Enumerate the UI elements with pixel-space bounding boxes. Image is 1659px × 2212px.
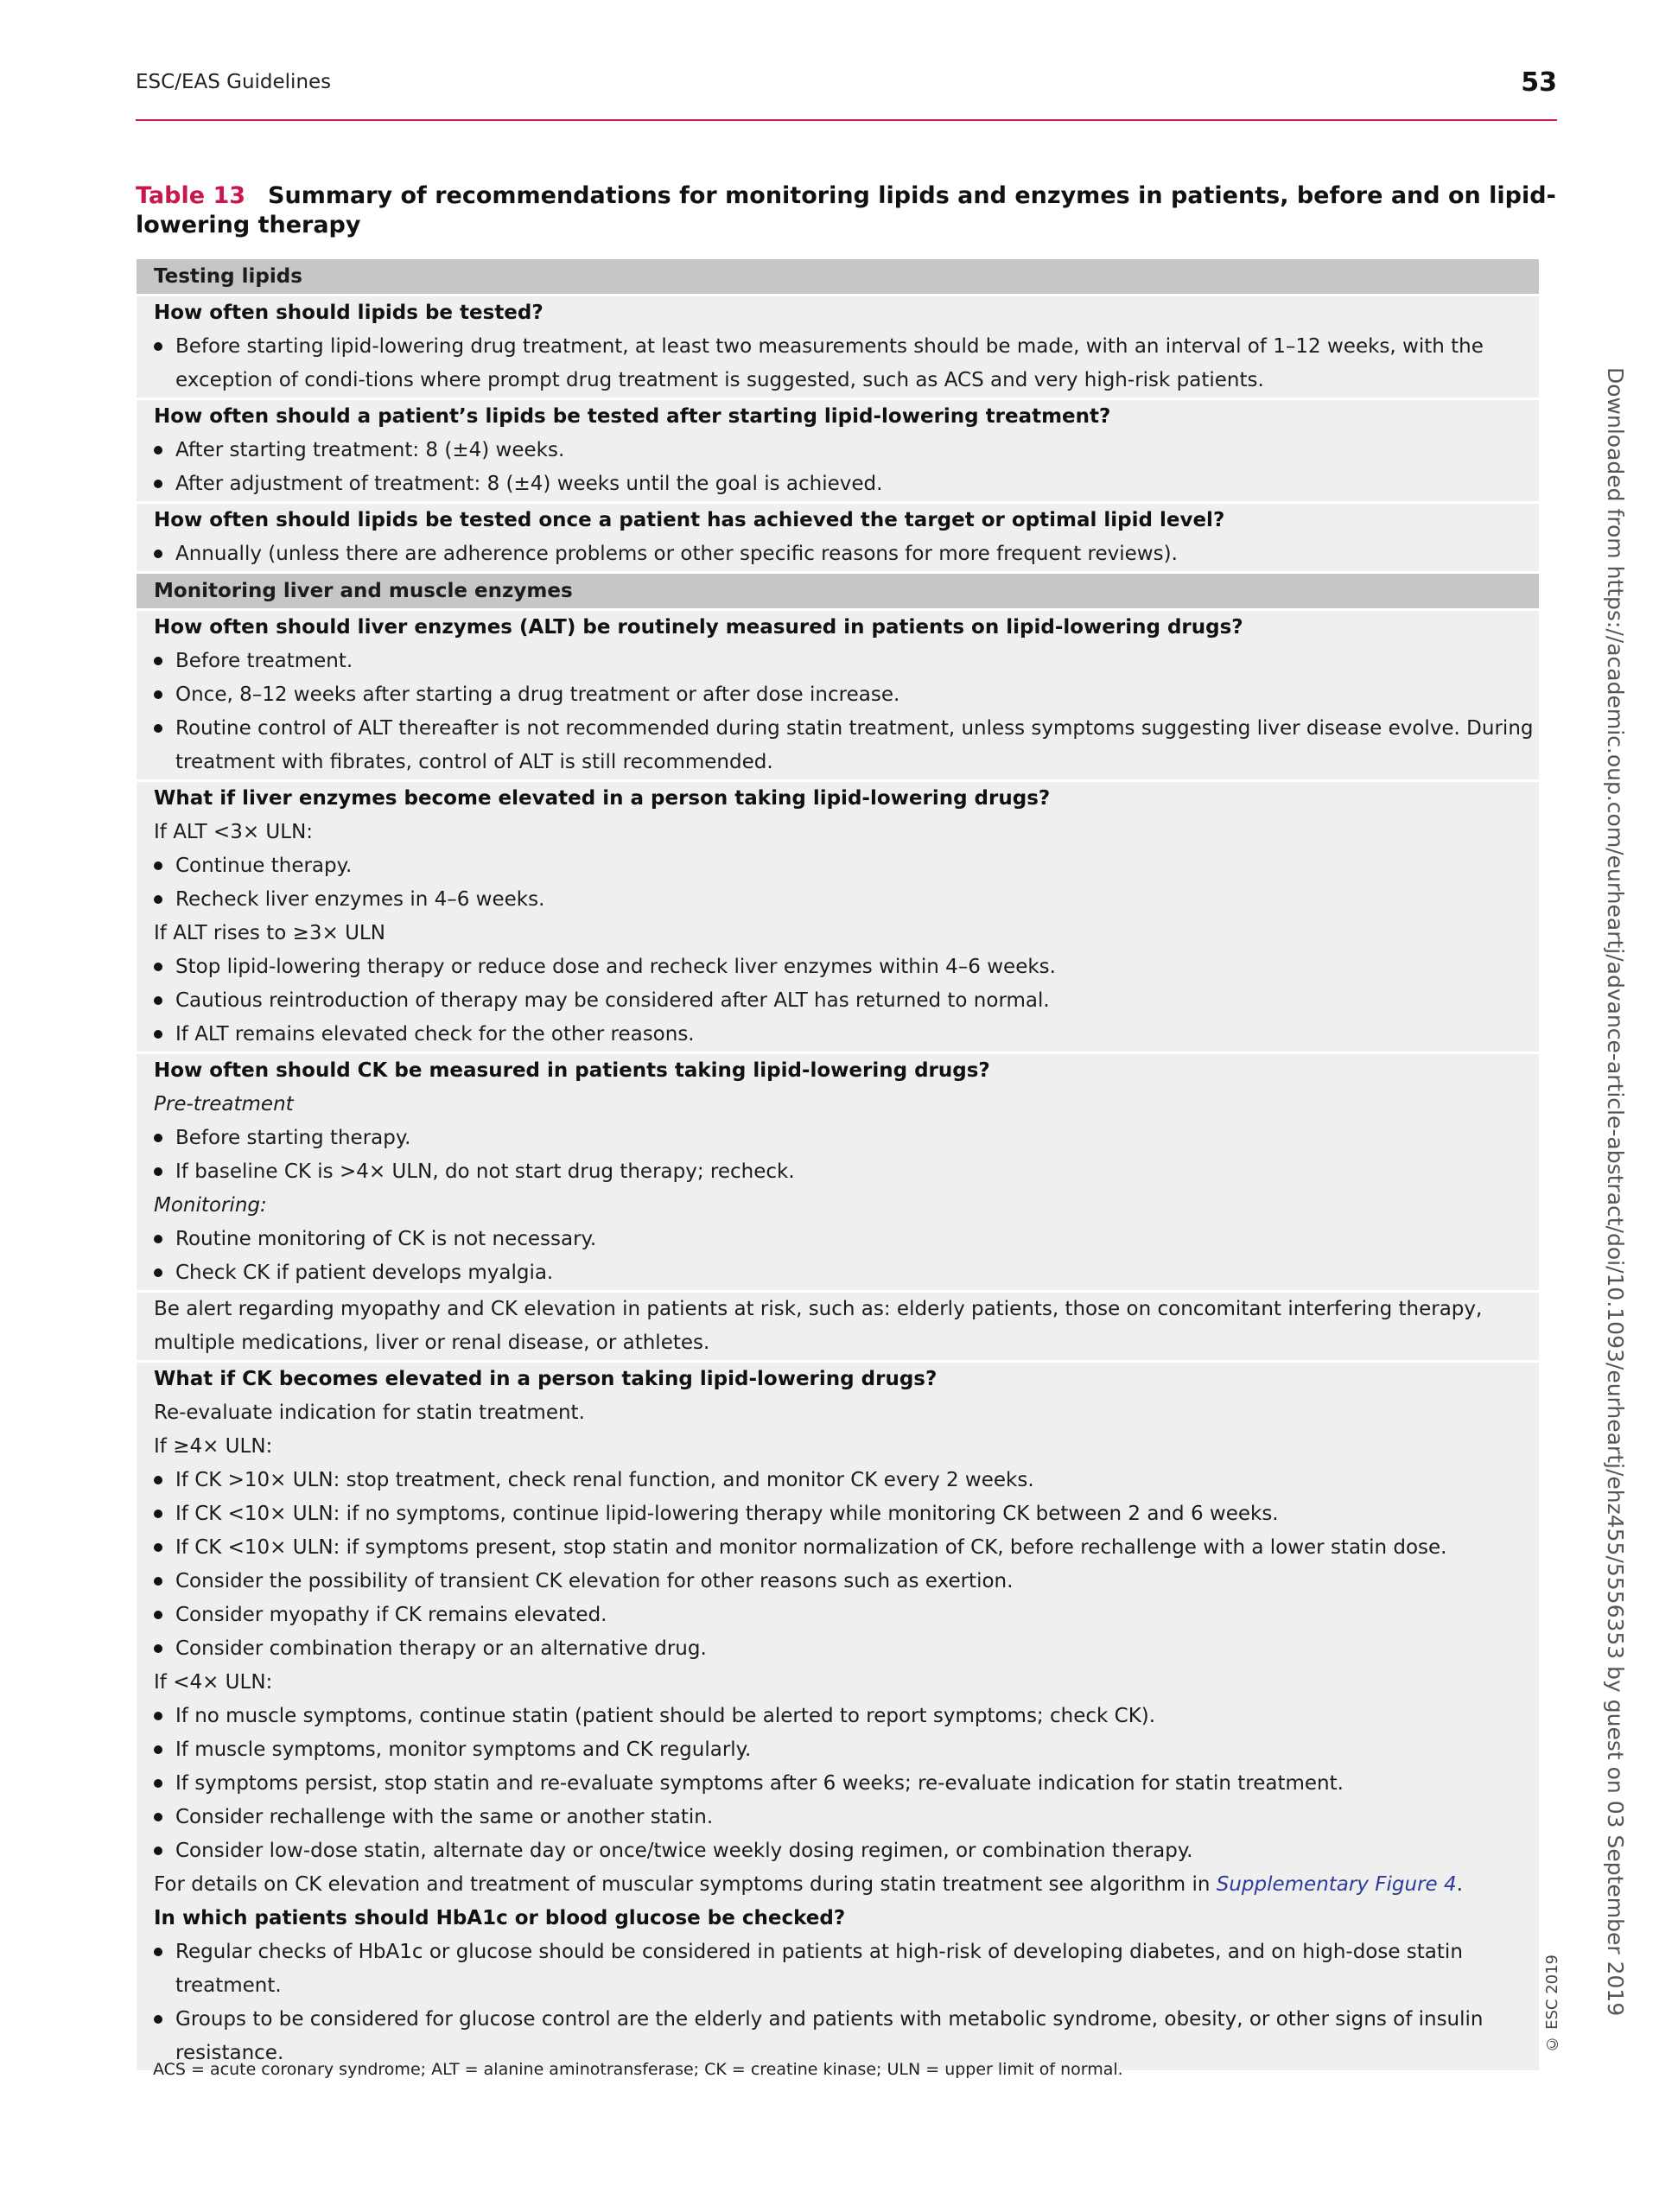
bullet-dot-icon [154,550,162,558]
question-heading: How often should lipids be tested? [154,302,543,324]
supplementary-figure-link[interactable]: Supplementary Figure 4 [1216,1873,1457,1896]
bullet-text: If ALT remains elevated check for the other reasons. [175,1023,695,1046]
detail-text: For details on CK elevation and treatment of muscular symptoms during statin treatment see algorithm in [154,1873,1211,1896]
bullet-text: Consider combination therapy or an alternative drug. [175,1637,707,1660]
bullet-text: Consider low-dose statin, alternate day or once/twice weekly dosing regimen, or combination therapy. [175,1840,1193,1862]
bullet-dot-icon [154,1847,162,1855]
bullet-dot-icon [154,1779,162,1788]
bullet-text: Annually (unless there are adherence problems or other specific reasons for more frequent reviews). [175,543,1178,565]
bullet-text: Check CK if patient develops myalgia. [175,1262,554,1284]
footnote: ACS = acute coronary syndrome; ALT = alanine aminotransferase; CK = creatine kinase; ULN = upper limit of normal. [153,2060,1123,2079]
bullet-item [154,1599,1535,1632]
text-line: If ≥4× ULN: [154,1435,273,1458]
text-line: If ALT rises to ≥3× ULN [154,922,385,944]
bullet-dot-icon [154,1712,162,1720]
bullet-dot-icon [154,342,162,351]
bullet-dot-icon [154,1644,162,1653]
question-heading: How often should CK be measured in patients taking lipid-lowering drugs? [154,1059,990,1082]
bullet-dot-icon [154,1268,162,1277]
recommendation-block [137,611,1539,779]
bullet-item [154,467,1535,501]
bullet-text: Recheck liver enzymes in 4–6 weeks. [175,888,545,911]
bullet-text: Consider rechallenge with the same or another statin. [175,1806,714,1828]
bullet-item [154,950,1535,984]
bullet-item [154,645,1535,678]
bullet-text: If CK <10× ULN: if symptoms present, stop statin and monitor normalization of CK, before rechallenge with a lower statin dose. [175,1536,1447,1559]
bullet-dot-icon [154,1813,162,1821]
bullet-item [154,330,1535,397]
bullet-dot-icon [154,1510,162,1518]
bullet-text: Before starting therapy. [175,1127,411,1149]
section-header: Testing lipids [137,259,1539,294]
bullet-text: Routine monitoring of CK is not necessary. [175,1228,597,1250]
bullet-text: If CK <10× ULN: if no symptoms, continue lipid-lowering therapy while monitoring CK between 2 and 6 weeks. [175,1503,1279,1525]
table-label: Table 13 [136,182,246,209]
bullet-text: Once, 8–12 weeks after starting a drug treatment or after dose increase. [175,683,900,706]
question-heading: In which patients should HbA1c or blood glucose be checked? [154,1907,846,1929]
bullet-item [154,1256,1535,1290]
bullet-item [154,1531,1535,1565]
question-heading: How often should liver enzymes (ALT) be routinely measured in patients on lipid-lowering drugs? [154,616,1243,639]
page-number: 53 [1521,67,1557,98]
text-line: Be alert regarding myopathy and CK elevation in patients at risk, such as: elderly patients, those on concomitant interfering therapy, multiple medications, liver or renal disease, or athletes. [154,1298,1483,1354]
bullet-item [154,1632,1535,1666]
bullet-item [154,1834,1535,1868]
bullet-text: Regular checks of HbA1c or glucose should be considered in patients at high-risk of developing diabetes, and on high-dose statin treatment. [175,1941,1463,1997]
recommendations-table [137,259,1539,2073]
recommendation-block [137,296,1539,397]
bullet-item [154,849,1535,883]
bullet-item [154,537,1535,571]
bullet-item [154,1018,1535,1052]
detail-note [154,1868,1535,1902]
bullet-item [154,1801,1535,1834]
bullet-text: Before starting lipid-lowering drug treatment, at least two measurements should be made, with an interval of 1–12 weeks, with the exception of condi-tions where prompt drug treatment is suggested, such as ACS and very high-risk patients. [175,335,1484,391]
bullet-text: Cautious reintroduction of therapy may be considered after ALT has returned to normal. [175,989,1050,1012]
bullet-dot-icon [154,1235,162,1243]
question-heading: What if liver enzymes become elevated in a person taking lipid-lowering drugs? [154,787,1051,810]
bullet-text: After adjustment of treatment: 8 (±4) weeks until the goal is achieved. [175,473,883,495]
download-note: Downloaded from https://academic.oup.com/eurheartj/advance-article-abstract/doi/10.1093/eurheartj/ehz455/5556353 by guest on 03 September 2019 [1603,367,1628,2017]
bullet-dot-icon [154,480,162,488]
bullet-item [154,1464,1535,1497]
bullet-item [154,1122,1535,1155]
question-heading: What if CK becomes elevated in a person taking lipid-lowering drugs? [154,1368,938,1390]
bullet-dot-icon [154,657,162,665]
bullet-item [154,678,1535,712]
bullet-dot-icon [154,1030,162,1039]
text-line: If <4× ULN: [154,1671,273,1694]
bullet-item [154,1767,1535,1801]
bullet-dot-icon [154,1948,162,1956]
bullet-dot-icon [154,690,162,699]
bullet-text: If muscle symptoms, monitor symptoms and CK regularly. [175,1738,752,1761]
recommendation-block [137,504,1539,571]
bullet-text: Routine control of ALT thereafter is not recommended during statin treatment, unless symptoms suggesting liver disease evolve. During treatment with fibrates, control of ALT is still recommended. [175,717,1534,773]
bullet-dot-icon [154,1134,162,1142]
bullet-text: Before treatment. [175,650,353,672]
table-title: Summary of recommendations for monitoring lipids and enzymes in patients, before and on lipid-lowering therapy [136,182,1556,238]
bullet-text: If baseline CK is >4× ULN, do not start drug therapy; recheck. [175,1160,795,1183]
bullet-dot-icon [154,1577,162,1586]
bullet-item [154,1497,1535,1531]
bullet-dot-icon [154,1167,162,1176]
copyright-note: © ESC 2019 [1543,1955,1561,2053]
bullet-text: If CK >10× ULN: stop treatment, check renal function, and monitor CK every 2 weeks. [175,1469,1034,1491]
bullet-item [154,1936,1535,2003]
bullet-text: If symptoms persist, stop statin and re-evaluate symptoms after 6 weeks; re-evaluate indication for statin treatment. [175,1772,1344,1795]
bullet-text: After starting treatment: 8 (±4) weeks. [175,439,565,461]
table-caption [136,181,1561,240]
bullet-item [154,1733,1535,1767]
bullet-dot-icon [154,1611,162,1619]
bullet-text: Groups to be considered for glucose control are the elderly and patients with metabolic syndrome, obesity, or other signs of insulin resistance. [175,2008,1484,2064]
bullet-dot-icon [154,2015,162,2024]
detail-tail: . [1456,1873,1463,1896]
recommendation-block [137,1363,1539,2070]
bullet-dot-icon [154,1745,162,1754]
bullet-item [154,883,1535,917]
section-header: Monitoring liver and muscle enzymes [137,574,1539,608]
recommendation-block [137,400,1539,501]
bullet-dot-icon [154,446,162,454]
bullet-dot-icon [154,724,162,733]
question-heading: How often should a patient’s lipids be tested after starting lipid-lowering treatment? [154,405,1111,428]
subheading: Monitoring: [154,1194,267,1217]
bullet-dot-icon [154,861,162,870]
running-head [136,67,1557,121]
bullet-text: Stop lipid-lowering therapy or reduce dose and recheck liver enzymes within 4–6 weeks. [175,956,1056,978]
text-line: Re-evaluate indication for statin treatment. [154,1402,585,1424]
recommendation-block [137,1293,1539,1360]
recommendation-block [137,1054,1539,1290]
bullet-item [154,712,1535,779]
question-heading: How often should lipids be tested once a patient has achieved the target or optimal lipid level? [154,509,1225,531]
bullet-dot-icon [154,963,162,971]
recommendation-block [137,782,1539,1052]
bullet-dot-icon [154,895,162,904]
bullet-item [154,1223,1535,1256]
bullet-item [154,1155,1535,1189]
bullet-item [154,434,1535,467]
bullet-text: Continue therapy. [175,855,353,877]
bullet-item [154,1700,1535,1733]
bullet-dot-icon [154,1476,162,1484]
bullet-item [154,1565,1535,1599]
running-title: ESC/EAS Guidelines [136,71,332,93]
bullet-text: If no muscle symptoms, continue statin (patient should be alerted to report symptoms; check CK). [175,1705,1156,1727]
text-line: If ALT <3× ULN: [154,821,314,843]
bullet-dot-icon [154,1543,162,1552]
bullet-text: Consider myopathy if CK remains elevated. [175,1604,607,1626]
bullet-text: Consider the possibility of transient CK elevation for other reasons such as exertion. [175,1570,1014,1592]
bullet-dot-icon [154,996,162,1005]
subheading: Pre-treatment [154,1093,294,1116]
bullet-item [154,984,1535,1018]
